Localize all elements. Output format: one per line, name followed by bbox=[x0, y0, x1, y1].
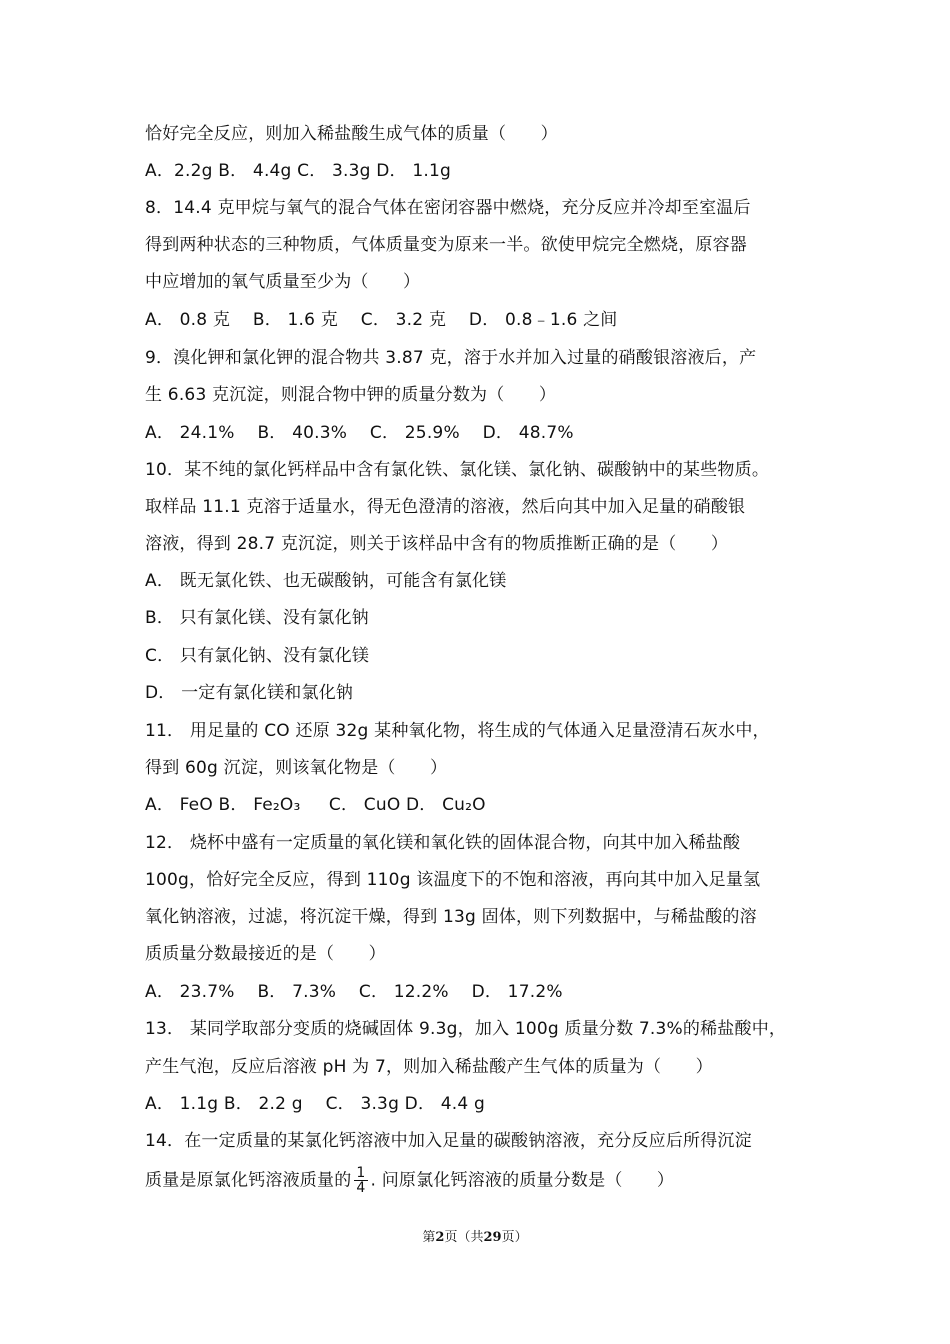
question-10: 10．某不纯的氯化钙样品中含有氯化铁、氯化镁、氯化钠、碳酸钠中的某些物质。 bbox=[145, 460, 770, 480]
fraction bbox=[354, 1166, 367, 1195]
page-footer bbox=[0, 1226, 950, 1245]
text-before-fraction: 质量是原氯化钙溶液质量的 bbox=[145, 1170, 352, 1191]
text-line: 氧化钠溶液，过滤，将沉淀干燥，得到 13g 固体，则下列数据中，与稀盐酸的溶 bbox=[145, 907, 757, 927]
text-line: 得到两种状态的三种物质，气体质量变为原来一半。欲使甲烷完全燃烧，原容器 bbox=[145, 235, 747, 255]
question-14: 14．在一定质量的某氯化钙溶液中加入足量的碳酸钠溶液，充分反应后所得沉淀 bbox=[145, 1131, 752, 1151]
text-line: 溶液，得到 28.7 克沉淀，则关于该样品中含有的物质推断正确的是（ ） bbox=[145, 534, 729, 554]
text-after-fraction: . 问原氯化钙溶液的质量分数是（ ） bbox=[370, 1170, 675, 1191]
footer-prefix: 第 bbox=[422, 1230, 436, 1245]
question-11: 11． 用足量的 CO 还原 32g 某种氧化物，将生成的气体通入足量澄清石灰水中， bbox=[145, 721, 770, 741]
answer-options: A．2.2g B． 4.4g C． 3.3g D． 1.1g bbox=[145, 161, 451, 181]
question-13: 13． 某同学取部分变质的烧碱固体 9.3g，加入 100g 质量分数 7.3%的稀盐酸中， bbox=[145, 1019, 787, 1039]
text-line: 得到 60g 沉淀，则该氧化物是（ ） bbox=[145, 758, 448, 778]
text-line: 生 6.63 克沉淀，则混合物中钾的质量分数为（ ） bbox=[145, 385, 557, 405]
answer-option-a: A． 既无氯化铁、也无碳酸钠，可能含有氯化镁 bbox=[145, 571, 507, 591]
footer-mid: 页（共 bbox=[444, 1230, 484, 1245]
text-line: 100g，恰好完全反应，得到 110g 该温度下的不饱和溶液，再向其中加入足量氢 bbox=[145, 870, 761, 890]
text-line-with-fraction bbox=[145, 1166, 825, 1195]
text-line: 中应增加的氧气质量至少为（ ） bbox=[145, 272, 421, 292]
answer-options: A． FeO B． Fe₂O₃ C． CuO D． Cu₂O bbox=[145, 795, 486, 815]
footer-suffix: 页） bbox=[501, 1230, 528, 1245]
text-line: 产生气泡，反应后溶液 pH 为 7，则加入稀盐酸产生气体的质量为（ ） bbox=[145, 1057, 713, 1077]
question-8: 8．14.4 克甲烷与氧气的混合气体在密闭容器中燃烧，充分反应并冷却至室温后 bbox=[145, 198, 751, 218]
question-12: 12． 烧杯中盛有一定质量的氧化镁和氧化铁的固体混合物，向其中加入稀盐酸 bbox=[145, 833, 741, 853]
answer-options: A． 23.7% B． 7.3% C． 12.2% D． 17.2% bbox=[145, 982, 563, 1002]
answer-options: A． 1.1g B． 2.2 g C． 3.3g D． 4.4 g bbox=[145, 1094, 485, 1114]
answer-option-c: C． 只有氯化钠、没有氯化镁 bbox=[145, 646, 370, 666]
text-line: 质质量分数最接近的是（ ） bbox=[145, 944, 386, 964]
answer-options: A． 24.1% B． 40.3% C． 25.9% D． 48.7% bbox=[145, 423, 574, 443]
text-line: 恰好完全反应，则加入稀盐酸生成气体的质量（ ） bbox=[145, 124, 558, 144]
footer-page-number: 2 bbox=[435, 1230, 445, 1245]
answer-option-d: D． 一定有氯化镁和氯化钠 bbox=[145, 683, 354, 703]
footer-total-pages: 29 bbox=[483, 1230, 502, 1245]
question-9: 9．溴化钾和氯化钾的混合物共 3.87 克，溶于水并加入过量的硝酸银溶液后，产 bbox=[145, 348, 757, 368]
answer-options: A． 0.8 克 B． 1.6 克 C． 3.2 克 D． 0.8﹣1.6 之间 bbox=[145, 310, 618, 330]
fraction-numerator: 1 bbox=[356, 1165, 366, 1181]
answer-option-b: B． 只有氯化镁、没有氯化钠 bbox=[145, 608, 369, 628]
fraction-denominator: 4 bbox=[356, 1180, 366, 1196]
text-line: 取样品 11.1 克溶于适量水，得无色澄清的溶液，然后向其中加入足量的硝酸银 bbox=[145, 497, 746, 517]
